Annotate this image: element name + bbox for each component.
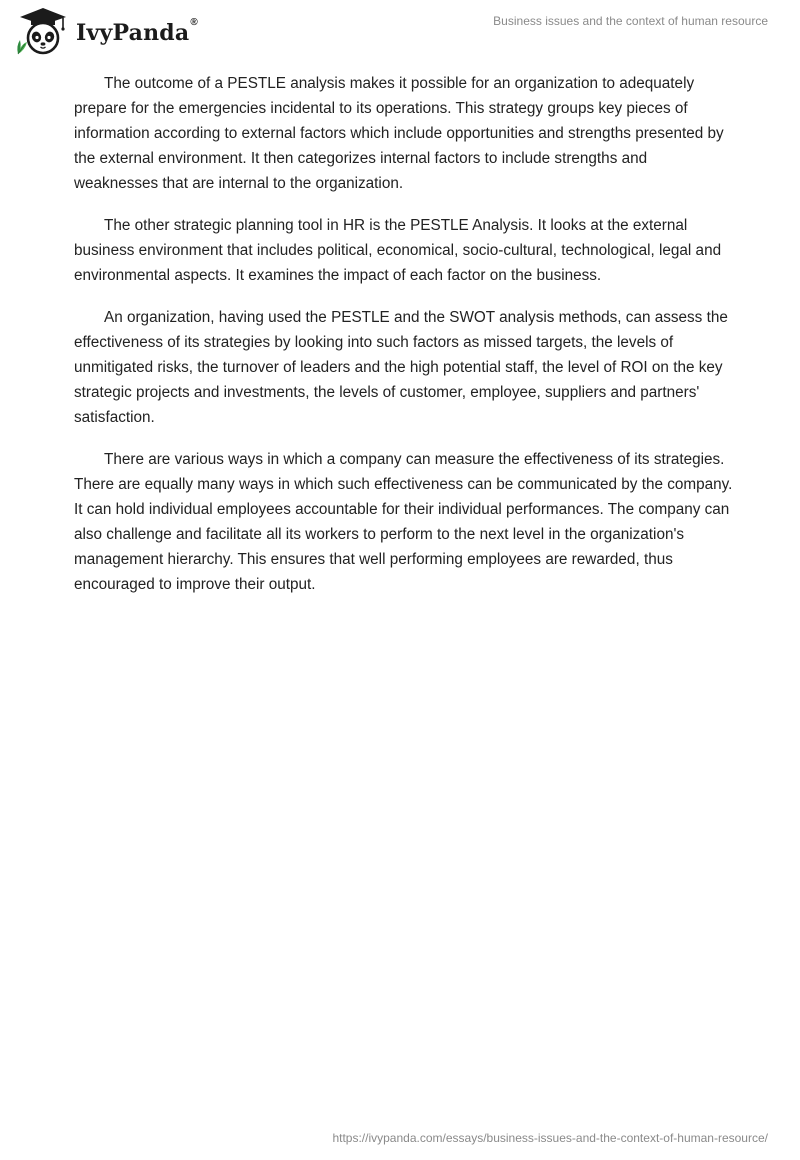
paragraph: The other strategic planning tool in HR is the PESTLE Analysis. It looks at the external business environment that includes political, economical, socio-cultural, technological, legal and environmental aspects. It examines the impact of each factor on the business. (74, 217, 722, 284)
paragraph: The outcome of a PESTLE analysis makes it possible for an organization to adequately prepare for the emergencies incidental to its operations. This strategy groups key pieces of information according to external factors which include opportunities and strengths presented by the external environment. It then categorizes internal factors to include strengths and weaknesses that are internal to the organization. (74, 75, 724, 192)
page-header (0, 0, 800, 64)
brand-name: IvyPanda® (76, 17, 198, 46)
source-url[interactable]: https://ivypanda.com/essays/business-issues-and-the-context-of-human-resource/ (332, 1131, 768, 1145)
document-title: Business issues and the context of human resource (493, 14, 768, 28)
brand-logo[interactable] (14, 6, 198, 58)
paragraph: There are various ways in which a company can measure the effectiveness of its strategies. There are equally many ways in which such effectiveness can be communicated by the company. It can hold individual employees accountable for their individual performances. The company can also challenge and facilitate all its workers to perform to the next level in the organization's management hierarchy. This ensures that well performing employees are rewarded, thus encouraged to improve their output. (74, 451, 733, 593)
essay-body (74, 71, 734, 614)
panda-graduation-cap-icon (14, 6, 72, 58)
paragraph: An organization, having used the PESTLE and the SWOT analysis methods, can assess the effectiveness of its strategies by looking into such factors as missed targets, the levels of unmitigated risks, the turnover of leaders and the high potential staff, the level of ROI on the key strategic projects and investments, the levels of customer, employee, suppliers and partners' satisfaction. (74, 309, 728, 426)
registered-mark: ® (190, 17, 198, 28)
